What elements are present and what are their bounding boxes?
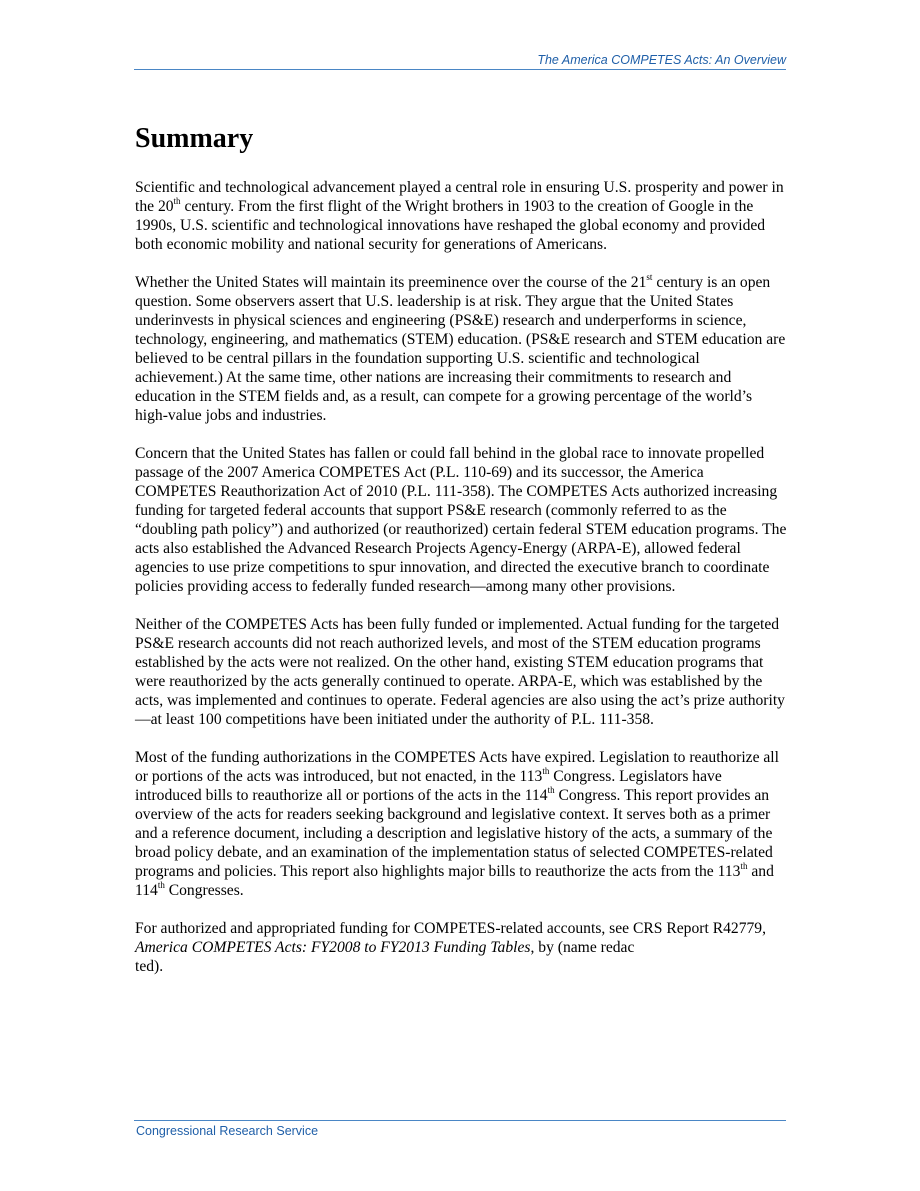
paragraph-2: Whether the United States will maintain its preeminence over the course of the 21st century is an open question. Some observers assert that U.S. leadership is at risk. They argue that the United States underinvests in physical sciences and engineering (PS&E) research and underperforms in science, technology, engineering, and mathematics (STEM) education. (PS&E research and STEM education are believed to be central pillars in the foundation supporting U.S. scientific and technological achievement.) At the same time, other nations are increasing their commitments to research and education in the STEM fields and, as a result, can compete for a growing percentage of the world’s high-value jobs and industries. bbox=[135, 271, 786, 424]
running-header bbox=[134, 52, 786, 70]
running-header-title: The America COMPETES Acts: An Overview bbox=[537, 53, 786, 67]
paragraph-6: For authorized and appropriated funding for COMPETES-related accounts, see CRS Report R42779, America COMPETES Acts: FY2008 to FY2013 Funding Tables, by (name redac ted). bbox=[135, 920, 766, 975]
page-footer bbox=[134, 1120, 786, 1138]
paragraph-4: Neither of the COMPETES Acts has been fully funded or implemented. Actual funding for the targeted PS&E research accounts did not reach authorized levels, and most of the STEM education programs established by the acts were not realized. On the other hand, existing STEM education programs that were reauthorized by the acts generally continued to operate. ARPA-E, which was established by the acts, was implemented and continues to operate. Federal agencies are also using the act’s prize authority—at least 100 competitions have been initiated under the authority of P.L. 111-358. bbox=[135, 616, 785, 728]
paragraph-1: Scientific and technological advancement played a central role in ensuring U.S. prosperity and power in the 20th century. From the first flight of the Wright brothers in 1903 to the creation of Google in the 1990s, U.S. scientific and technological innovations have reshaped the global economy and provided both economic mobility and national security for generations of Americans. bbox=[135, 179, 784, 253]
footer-org: Congressional Research Service bbox=[136, 1124, 319, 1138]
summary-section bbox=[135, 122, 787, 995]
page-title: Summary bbox=[135, 123, 254, 154]
paragraph-3: Concern that the United States has fallen or could fall behind in the global race to innovate propelled passage of the 2007 America COMPETES Act (P.L. 110-69) and its successor, the America COMPETES Reauthorization Act of 2010 (P.L. 111-358). The COMPETES Acts authorized increasing funding for targeted federal accounts that support PS&E research (commonly referred to as the “doubling path policy”) and authorized (or reauthorized) certain federal STEM education programs. The acts also established the Advanced Research Projects Agency-Energy (ARPA-E), allowed federal agencies to use prize competitions to spur innovation, and directed the executive branch to coordinate policies providing access to federally funded research—among many other provisions. bbox=[135, 445, 787, 595]
report-title-citation: America COMPETES Acts: FY2008 to FY2013 Funding Tables bbox=[135, 939, 531, 956]
paragraph-5: Most of the funding authorizations in the COMPETES Acts have expired. Legislation to reauthorize all or portions of the acts was introduced, but not enacted, in the 113th Congress. Legislators have introduced bills to reauthorize all or portions of the acts in the 114th Congress. This report provides an overview of the acts for readers seeking background and legislative context. It serves both as a primer and a reference document, including a description and legislative history of the acts, a summary of the broad policy debate, and an examination of the implementation status of selected COMPETES-related programs and policies. This report also highlights major bills to reauthorize the acts from the 113th and 114th Congresses. bbox=[135, 749, 779, 899]
